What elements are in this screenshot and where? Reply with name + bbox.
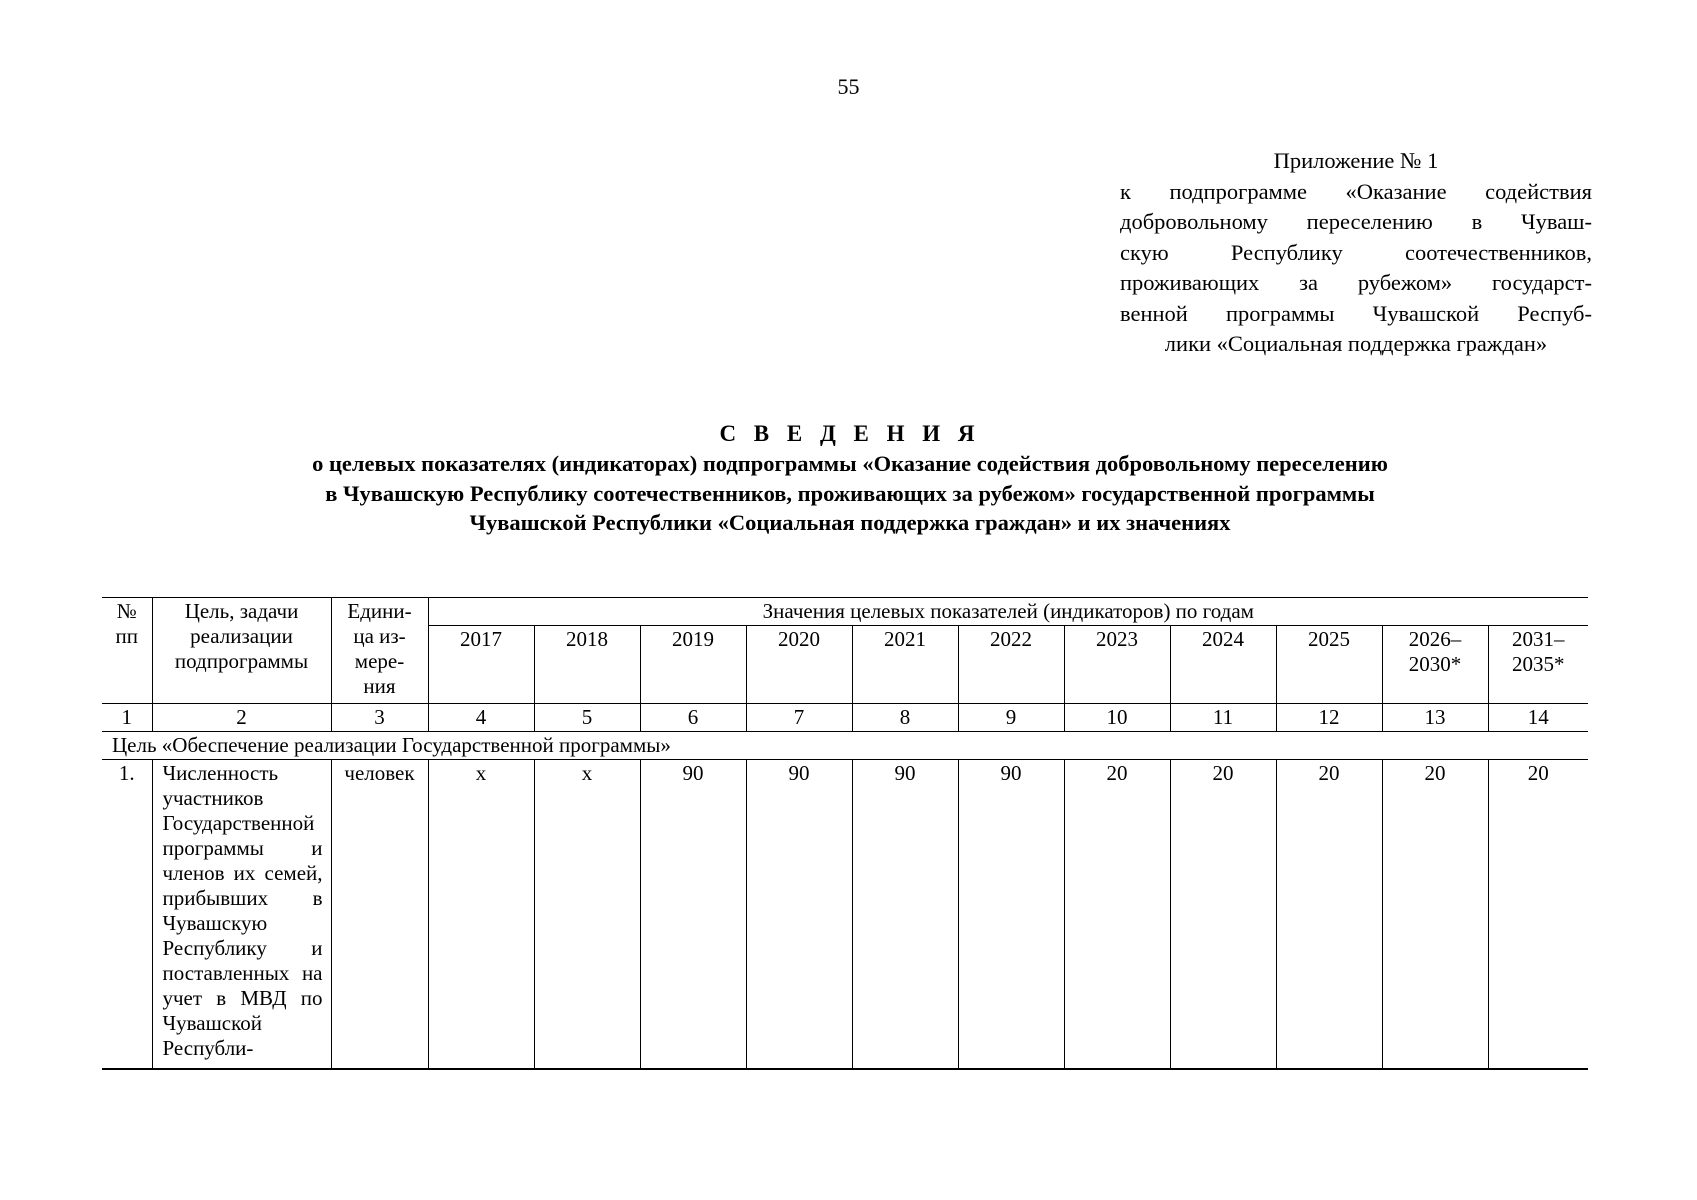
header-year: 2017 (428, 626, 534, 704)
column-number: 6 (640, 704, 746, 732)
header-year: 2020 (746, 626, 852, 704)
column-number: 3 (331, 704, 428, 732)
header-goal-line: реализации (190, 624, 293, 648)
column-number: 5 (534, 704, 640, 732)
indicator-value: х (428, 760, 534, 1070)
header-year: 2031– 2035* (1488, 626, 1588, 704)
header-year: 2022 (958, 626, 1064, 704)
column-number: 12 (1276, 704, 1382, 732)
header-unit-line: мере- (354, 649, 405, 673)
indicator-value: 90 (640, 760, 746, 1070)
column-number: 8 (852, 704, 958, 732)
title-line: Чувашской Республики «Социальная поддержка граждан» и их значениях (469, 510, 1231, 535)
indicator-value: 20 (1170, 760, 1276, 1070)
title-line: в Чувашскую Республику соотечественников, проживающих за рубежом» государственной программы (325, 480, 1375, 506)
header-unit-line: ния (363, 674, 396, 698)
appendix-line: скую Республику соотечественников, (1120, 239, 1592, 265)
column-number: 4 (428, 704, 534, 732)
appendix-line: добровольному переселению в Чуваш- (1120, 209, 1592, 234)
indicator-name: Численность участников Государственной программы и членов их семей, прибывших в Чувашскую Республику и поставленных на учет в МВД по Чувашской Республи- (152, 760, 331, 1070)
column-number: 1 (102, 704, 152, 732)
goal-row: Цель «Обеспечение реализации Государственной программы» (102, 732, 1588, 760)
indicators-table (102, 597, 1588, 1070)
header-year: 2025 (1276, 626, 1382, 704)
column-number: 2 (152, 704, 331, 732)
indicator-value: 90 (746, 760, 852, 1070)
header-values: Значения целевых показателей (индикаторов) по годам (428, 598, 1588, 626)
appendix-line: венной программы Чувашской Респуб- (1120, 300, 1592, 326)
appendix-line: к подпрограмме «Оказание содействия (1120, 178, 1592, 204)
column-number: 13 (1382, 704, 1488, 732)
header-year: 2024 (1170, 626, 1276, 704)
header-year: 2026– 2030* (1382, 626, 1488, 704)
indicator-value: 20 (1276, 760, 1382, 1070)
title-heading: С В Е Д Е Н И Я (719, 421, 981, 446)
appendix-block (1120, 146, 1592, 360)
row-number: 1. (102, 760, 152, 1070)
header-goal-line: подпрограммы (174, 649, 309, 673)
header-goal-line: Цель, задачи (184, 599, 299, 623)
document-title (100, 419, 1600, 538)
column-number: 10 (1064, 704, 1170, 732)
header-year: 2019 (640, 626, 746, 704)
column-number: 7 (746, 704, 852, 732)
column-number: 14 (1488, 704, 1588, 732)
indicator-value: 90 (958, 760, 1064, 1070)
header-unit-line: ца из- (353, 624, 406, 648)
indicator-value: 20 (1382, 760, 1488, 1070)
header-unit-line: Едини- (347, 599, 412, 623)
title-line: о целевых показателях (индикаторах) подпрограммы «Оказание содействия добровольному переселению (312, 451, 1388, 476)
header-year: 2023 (1064, 626, 1170, 704)
column-number: 11 (1170, 704, 1276, 732)
indicator-value: х (534, 760, 640, 1070)
appendix-heading: Приложение № 1 (1273, 148, 1439, 173)
appendix-line: лики «Социальная поддержка граждан» (1164, 331, 1548, 356)
page-number: 55 (837, 74, 860, 99)
indicator-value: 20 (1488, 760, 1588, 1070)
table-row (102, 760, 1588, 1070)
header-year: 2018 (534, 626, 640, 704)
appendix-line: проживающих за рубежом» государст- (1120, 270, 1592, 295)
indicator-value: 20 (1064, 760, 1170, 1070)
header-num: № пп (102, 598, 152, 704)
header-year: 2021 (852, 626, 958, 704)
indicator-value: 90 (852, 760, 958, 1070)
header-unit (331, 598, 428, 704)
indicator-unit: человек (331, 760, 428, 1070)
column-number: 9 (958, 704, 1064, 732)
header-goal (152, 598, 331, 704)
